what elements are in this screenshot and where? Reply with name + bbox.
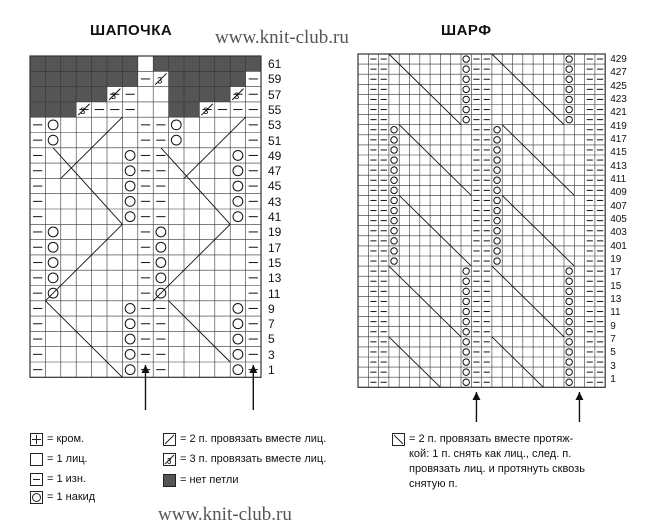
watermark-bottom: www.knit-club.ru: [158, 504, 292, 525]
legend-knit-text: = 1 лиц.: [47, 453, 88, 465]
scarf-row-label: 17: [610, 267, 622, 279]
legend-purl: [30, 472, 86, 487]
scarf-row-label: 413: [610, 160, 627, 172]
no-stitch-cell: [169, 102, 184, 117]
hat-yarn-over: [233, 196, 243, 206]
no-stitch-cell: [92, 71, 107, 86]
scarf-yarn-over: [494, 177, 500, 183]
hat-yarn-over: [48, 135, 58, 145]
no-stitch-cell: [45, 87, 60, 102]
scarf-repeat-arrow-left-head: [472, 392, 480, 400]
no-stitch-cell: [30, 102, 45, 117]
no-stitch-cell: [122, 71, 137, 86]
hat-yarn-over: [125, 181, 135, 191]
scarf-diagonal: [502, 125, 574, 196]
hat-row-label: 5: [268, 332, 275, 347]
scarf-yarn-over: [494, 197, 500, 203]
legend-no-stitch: [163, 473, 238, 488]
scarf-diagonal: [492, 54, 564, 125]
hat-row-label: 47: [268, 164, 282, 179]
ssk-icon: [392, 433, 405, 446]
scarf-yarn-over: [463, 66, 469, 72]
scarf-yarn-over: [566, 308, 572, 314]
scarf-yarn-over: [494, 238, 500, 244]
scarf-chart-title: ШАРФ: [441, 22, 492, 39]
hat-diagonal: [53, 148, 122, 225]
scarf-diagonal: [389, 337, 441, 388]
scarf-row-label: 411: [610, 173, 627, 185]
hat-yarn-over: [171, 120, 181, 130]
scarf-diagonal: [502, 195, 574, 266]
hat-yarn-over: [48, 273, 58, 283]
scarf-row-label: 407: [610, 200, 627, 212]
no-stitch-cell: [246, 56, 261, 71]
scarf-repeat-arrow-right-head: [575, 392, 583, 400]
k3tog-digit: 3: [234, 90, 240, 101]
scarf-row-label: 13: [610, 293, 622, 305]
hat-yarn-over: [156, 242, 166, 252]
scarf-yarn-over: [391, 147, 397, 153]
no-stitch-cell: [122, 56, 137, 71]
no-stitch-cell: [30, 71, 45, 86]
no-stitch-cell: [61, 56, 76, 71]
scarf-yarn-over: [566, 106, 572, 112]
hat-yarn-over: [156, 273, 166, 283]
legend-k2tog: [163, 432, 326, 447]
hat-diagonal: [153, 224, 230, 300]
scarf-yarn-over: [494, 217, 500, 223]
no-stitch-cell: [30, 56, 45, 71]
scarf-yarn-over: [463, 349, 469, 355]
hat-row-label: 1: [268, 363, 275, 377]
no-stitch-cell: [169, 56, 184, 71]
k3tog-digit: 3: [157, 75, 163, 86]
scarf-yarn-over: [566, 339, 572, 345]
hat-yarn-over: [48, 120, 58, 130]
hat-row-label: 53: [268, 118, 282, 133]
hat-yarn-over: [125, 304, 135, 314]
scarf-yarn-over: [463, 369, 469, 375]
no-stitch-cell: [230, 56, 245, 71]
scarf-yarn-over: [391, 127, 397, 133]
scarf-yarn-over: [463, 298, 469, 304]
k3tog-digit: 3: [80, 106, 86, 117]
hat-yarn-over: [233, 365, 243, 375]
hat-diagonal: [45, 224, 122, 300]
scarf-yarn-over: [391, 207, 397, 213]
no-stitch-cell: [199, 56, 214, 71]
scarf-diagonal: [492, 266, 564, 337]
scarf-yarn-over: [566, 278, 572, 284]
no-stitch-cell: [199, 87, 214, 102]
scarf-row-label: 419: [610, 120, 627, 132]
no-stitch-cell: [45, 102, 60, 117]
scarf-yarn-over: [463, 278, 469, 284]
scarf-yarn-over: [463, 379, 469, 385]
hat-row-label: 7: [268, 317, 275, 332]
hat-yarn-over: [171, 135, 181, 145]
k3tog-icon: [163, 453, 176, 466]
scarf-yarn-over: [494, 207, 500, 213]
scarf-yarn-over: [566, 318, 572, 324]
hat-row-label: 19: [268, 225, 282, 240]
hat-diagonal: [45, 301, 122, 378]
watermark-top: www.knit-club.ru: [215, 27, 349, 48]
scarf-row-label: 403: [610, 227, 627, 239]
legend-edge-text: = кром.: [47, 433, 85, 445]
no-stitch-cell: [76, 71, 91, 86]
hat-yarn-over: [233, 349, 243, 359]
scarf-yarn-over: [494, 187, 500, 193]
no-stitch-cell: [169, 71, 184, 86]
scarf-yarn-over: [391, 197, 397, 203]
hat-row-label: 49: [268, 148, 282, 163]
hat-row-label: 43: [268, 194, 282, 209]
scarf-diagonal: [389, 266, 461, 337]
scarf-diagonal: [389, 54, 461, 125]
legend-yarn-over-text: = 1 накид: [47, 491, 96, 503]
hat-row-label: 17: [268, 240, 282, 255]
no-stitch-cell: [107, 71, 122, 86]
scarf-row-label: 3: [610, 360, 616, 372]
legend-edge: [30, 432, 84, 447]
no-stitch-cell: [107, 56, 122, 71]
no-stitch-cell: [76, 56, 91, 71]
k3tog-digit: 3: [203, 106, 209, 117]
scarf-diagonal: [399, 125, 471, 196]
hat-yarn-over: [233, 166, 243, 176]
no-stitch-cell: [215, 87, 230, 102]
no-stitch-cell: [169, 87, 184, 102]
no-stitch-cell: [199, 71, 214, 86]
no-stitch-cell: [61, 71, 76, 86]
legend-purl-text: = 1 изн.: [47, 473, 86, 485]
scarf-row-label: 5: [610, 347, 616, 359]
scarf-row-label: 425: [610, 80, 627, 92]
svg-text:3: 3: [167, 457, 172, 465]
scarf-yarn-over: [566, 379, 572, 385]
hat-row-label: 3: [268, 347, 275, 362]
hat-yarn-over: [125, 166, 135, 176]
scarf-yarn-over: [494, 137, 500, 143]
yarn-over-icon: [30, 491, 43, 504]
no-stitch-cell: [215, 71, 230, 86]
no-stitch-cell: [184, 71, 199, 86]
no-stitch-cell: [92, 87, 107, 102]
scarf-yarn-over: [391, 238, 397, 244]
scarf-row-label: 9: [610, 320, 616, 332]
scarf-yarn-over: [391, 187, 397, 193]
scarf-yarn-over: [463, 76, 469, 82]
legend-k3tog: [163, 452, 326, 467]
no-stitch-cell: [230, 71, 245, 86]
scarf-yarn-over: [391, 217, 397, 223]
no-stitch-cell: [184, 87, 199, 102]
scarf-yarn-over: [463, 339, 469, 345]
legend-ssk-text: = 2 п. провязать вместе протяж- кой: 1 п. снять как лиц., след. п. провязать лиц. и протянуть сквозь снятую п.: [409, 433, 585, 490]
hat-yarn-over: [125, 365, 135, 375]
hat-yarn-over: [48, 258, 58, 268]
scarf-yarn-over: [566, 349, 572, 355]
hat-yarn-over: [125, 349, 135, 359]
scarf-row-label: 423: [610, 93, 627, 105]
scarf-yarn-over: [463, 106, 469, 112]
no-stitch-cell: [76, 87, 91, 102]
scarf-yarn-over: [463, 86, 469, 92]
scarf-yarn-over: [566, 268, 572, 274]
hat-yarn-over: [125, 151, 135, 161]
hat-yarn-over: [233, 151, 243, 161]
scarf-row-label: 11: [610, 307, 621, 319]
k2tog-icon: [163, 433, 176, 446]
scarf-row-label: 401: [610, 240, 627, 252]
scarf-row-label: 427: [610, 67, 627, 79]
scarf-yarn-over: [463, 318, 469, 324]
scarf-yarn-over: [494, 127, 500, 133]
scarf-yarn-over: [463, 268, 469, 274]
scarf-row-label: 409: [610, 187, 627, 199]
legend-k3tog-text: = 3 п. провязать вместе лиц.: [180, 453, 327, 465]
scarf-row-label: 7: [610, 333, 616, 345]
hat-row-label: 59: [268, 72, 282, 87]
scarf-yarn-over: [494, 147, 500, 153]
scarf-yarn-over: [391, 248, 397, 254]
hat-yarn-over: [233, 304, 243, 314]
scarf-yarn-over: [391, 137, 397, 143]
scarf-yarn-over: [494, 157, 500, 163]
no-stitch-icon: [163, 474, 176, 487]
hat-row-label: 15: [268, 255, 282, 270]
hat-yarn-over: [48, 242, 58, 252]
scarf-yarn-over: [566, 369, 572, 375]
scarf-yarn-over: [494, 248, 500, 254]
scarf-yarn-over: [463, 359, 469, 365]
hat-diagonal: [161, 148, 230, 225]
legend-yarn-over: [30, 490, 95, 505]
scarf-row-label: 429: [610, 54, 627, 65]
hat-yarn-over: [233, 212, 243, 222]
scarf-yarn-over: [494, 258, 500, 264]
hat-yarn-over: [156, 227, 166, 237]
legend-k2tog-text: = 2 п. провязать вместе лиц.: [180, 433, 327, 445]
hat-yarn-over: [233, 181, 243, 191]
scarf-yarn-over: [391, 258, 397, 264]
hat-yarn-over: [48, 227, 58, 237]
scarf-yarn-over: [391, 177, 397, 183]
scarf-row-label: 417: [610, 133, 627, 145]
scarf-yarn-over: [566, 116, 572, 122]
hat-row-label: 45: [268, 179, 282, 194]
no-stitch-cell: [45, 71, 60, 86]
scarf-yarn-over: [463, 116, 469, 122]
scarf-yarn-over: [566, 298, 572, 304]
scarf-yarn-over: [494, 167, 500, 173]
hat-repeat-arrow-left-head: [142, 365, 150, 373]
scarf-yarn-over: [463, 308, 469, 314]
hat-row-label: 61: [268, 57, 282, 71]
hat-yarn-over: [125, 196, 135, 206]
scarf-yarn-over: [566, 86, 572, 92]
scarf-yarn-over: [566, 96, 572, 102]
hat-yarn-over: [125, 334, 135, 344]
hat-yarn-over: [125, 319, 135, 329]
no-stitch-cell: [61, 87, 76, 102]
no-stitch-cell: [184, 102, 199, 117]
scarf-yarn-over: [566, 288, 572, 294]
purl-icon: [30, 473, 43, 486]
scarf-row-label: 1: [610, 373, 616, 385]
hat-row-label: 51: [268, 133, 282, 148]
k3tog-digit: 3: [111, 90, 117, 101]
scarf-row-label: 15: [610, 280, 622, 292]
hat-yarn-over: [233, 319, 243, 329]
scarf-row-label: 19: [610, 253, 622, 265]
scarf-yarn-over: [566, 359, 572, 365]
edge-stitch-icon: [30, 433, 43, 446]
hat-row-label: 57: [268, 87, 282, 102]
knit-icon: [30, 453, 43, 466]
scarf-yarn-over: [463, 56, 469, 62]
hat-chart-title: ШАПОЧКА: [90, 22, 173, 39]
scarf-yarn-over: [463, 96, 469, 102]
legend-knit: [30, 452, 88, 467]
scarf-yarn-over: [463, 329, 469, 335]
hat-row-label: 11: [268, 286, 281, 301]
hat-row-label: 55: [268, 102, 282, 117]
scarf-yarn-over: [391, 157, 397, 163]
no-stitch-cell: [92, 56, 107, 71]
no-stitch-cell: [153, 56, 168, 71]
hat-yarn-over: [156, 258, 166, 268]
no-stitch-cell: [61, 102, 76, 117]
legend-no-stitch-text: = нет петли: [180, 474, 239, 486]
hat-yarn-over: [125, 212, 135, 222]
scarf-row-label: 421: [610, 107, 627, 119]
hat-row-label: 9: [268, 301, 275, 316]
scarf-diagonal: [492, 337, 544, 388]
hat-yarn-over: [233, 334, 243, 344]
scarf-yarn-over: [566, 329, 572, 335]
no-stitch-cell: [215, 56, 230, 71]
scarf-yarn-over: [391, 228, 397, 234]
scarf-yarn-over: [494, 228, 500, 234]
hat-row-label: 13: [268, 271, 282, 286]
no-stitch-cell: [30, 87, 45, 102]
hat-row-label: 41: [268, 210, 282, 224]
no-stitch-cell: [184, 56, 199, 71]
scarf-yarn-over: [391, 167, 397, 173]
legend-ssk: [392, 432, 585, 492]
scarf-yarn-over: [566, 56, 572, 62]
scarf-yarn-over: [463, 288, 469, 294]
scarf-diagonal: [399, 195, 471, 266]
scarf-row-label: 415: [610, 147, 627, 159]
hat-repeat-arrow-right-head: [249, 365, 257, 373]
scarf-yarn-over: [566, 66, 572, 72]
scarf-row-label: 405: [610, 213, 627, 225]
no-stitch-cell: [45, 56, 60, 71]
scarf-yarn-over: [566, 76, 572, 82]
